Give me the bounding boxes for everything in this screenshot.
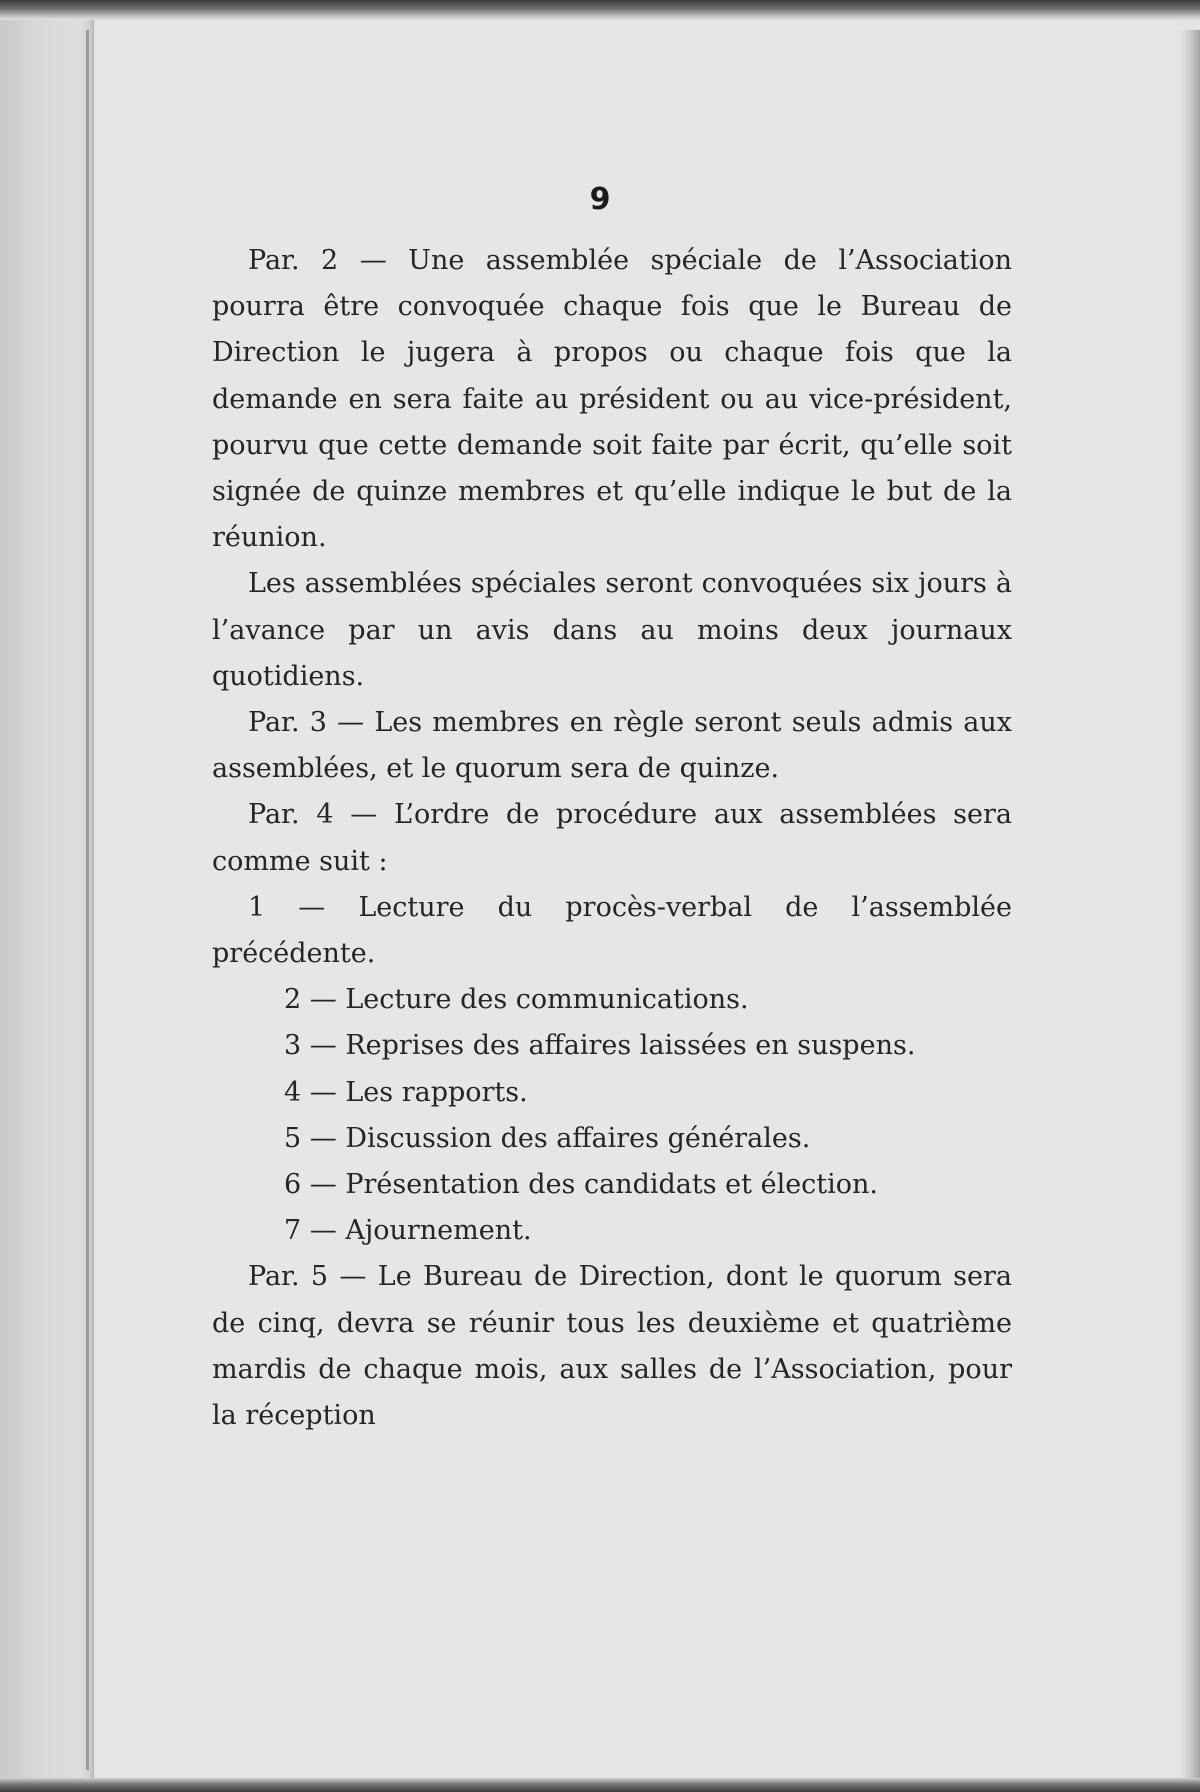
right-page-edge: [1180, 30, 1200, 1780]
procedure-item: 2 — Lecture des communications.: [284, 984, 749, 1016]
body-text: [212, 238, 1012, 1439]
paragraph-par-3: Par. 3 — Les membres en règle seront seuls admis aux assemblées, et le quorum sera de quinze.: [212, 707, 1012, 785]
procedure-item: 3 — Reprises des affaires laissées en suspens.: [284, 1030, 916, 1062]
binding-crease: [86, 30, 89, 1770]
procedure-item: 5 — Discussion des affaires générales.: [284, 1122, 811, 1154]
paragraph-par-5: Par. 5 — Le Bureau de Direction, dont le quorum sera de cinq, devra se réunir tous les deuxième et quatrième mardis de chaque mois, aux salles de l’Association, pour la réception: [212, 1261, 1012, 1432]
page-number: 9: [589, 182, 611, 217]
procedure-item: 7 — Ajournement.: [284, 1215, 532, 1247]
top-edge: [0, 0, 1200, 20]
bottom-edge: [0, 1778, 1200, 1792]
paragraph-par-2: Par. 2 — Une assemblée spéciale de l’Association pourra être convoquée chaque fois que le Bureau de Direction le jugera à propos ou chaque fois que la demande en sera faite au président ou au vice-président, pourvu que cette demande soit faite par écrit, qu’elle soit signée de quinze membres et qu’elle indique le but de la réunion.: [212, 245, 1012, 554]
paragraph-par-4: Par. 4 — L’ordre de procédure aux assemblées sera comme suit :: [212, 799, 1012, 877]
procedure-item: 6 — Présentation des candidats et élection.: [284, 1169, 879, 1201]
procedure-item: 4 — Les rapports.: [284, 1076, 528, 1108]
paragraph-special-assemblies: Les assemblées spéciales seront convoquées six jours à l’avance par un avis dans au moins deux journaux quotidiens.: [212, 568, 1012, 692]
book-binding: [0, 0, 94, 1792]
procedure-item: 1 — Lecture du procès-verbal de l’assemblée précédente.: [212, 891, 1012, 970]
